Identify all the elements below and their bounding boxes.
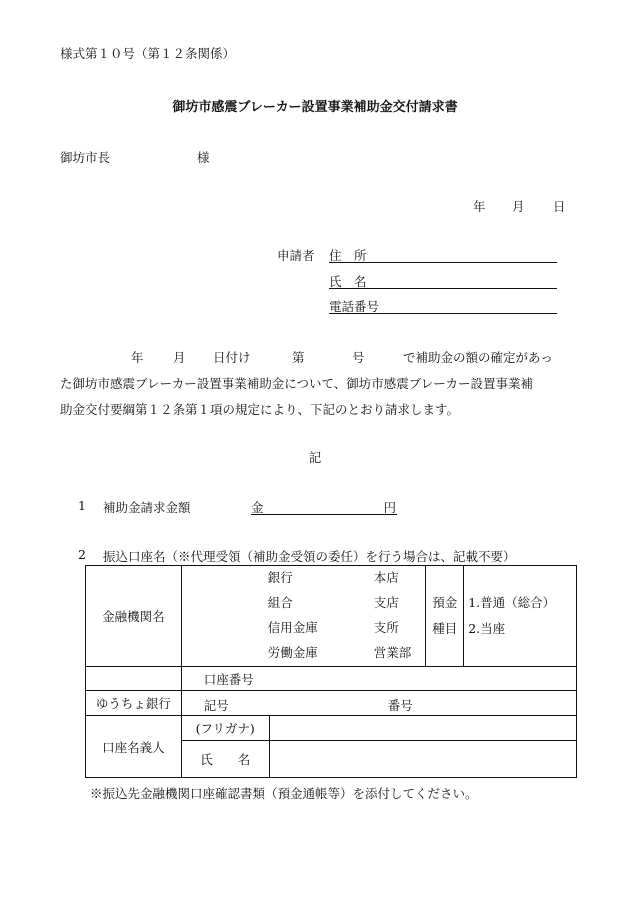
date-year-label: 年 <box>473 199 486 214</box>
institution-label: 金融機関名 <box>102 609 165 624</box>
deposit-label-1: 預金 <box>432 595 458 610</box>
item2-number: 2 <box>78 547 86 562</box>
deposit-option-current[interactable]: 2.当座 <box>468 621 506 636</box>
institution-field[interactable] <box>181 566 425 667</box>
applicant-label: 申請者 <box>277 248 315 263</box>
body-go: 号 <box>352 350 365 365</box>
item1-number: 1 <box>78 498 86 513</box>
footnote: ※振込先金融機関口座確認書類（預金通帳等）を添付してください。 <box>90 786 478 801</box>
item1-label: 補助金請求金額 <box>103 500 191 515</box>
institution-type: 信用金庫 <box>267 620 318 635</box>
amount-field[interactable] <box>251 498 397 515</box>
branch-type: 支所 <box>373 620 399 635</box>
addressee-name: 御坊市長 <box>60 150 111 165</box>
name-label: 氏 名 <box>329 274 367 289</box>
holder-name-label: 氏 名 <box>200 752 251 767</box>
yucho-label-cell <box>86 691 182 716</box>
body-month: 月 <box>173 350 186 365</box>
amount-kin: 金 <box>251 500 264 515</box>
holder-label: 口座名義人 <box>102 739 165 755</box>
addressee-suffix: 様 <box>197 150 210 165</box>
holder-label-cell <box>86 716 182 778</box>
phone-field[interactable] <box>329 297 557 314</box>
date-month-label: 月 <box>512 199 525 214</box>
deposit-label-2: 種目 <box>432 621 458 636</box>
body-line2: た御坊市感震ブレーカー設置事業補助金について、御坊市感震ブレーカー設置事業補 <box>60 376 534 391</box>
spacer-cell <box>86 667 182 691</box>
document-title: 御坊市感震ブレーカー設置事業補助金交付請求書 <box>172 100 458 115</box>
bank-account-table <box>85 565 577 778</box>
address-field[interactable] <box>329 246 557 263</box>
furigana-label-cell <box>181 716 269 741</box>
body-year: 年 <box>131 350 144 365</box>
furigana-label: (フリガナ) <box>195 721 255 736</box>
branch-type: 本店 <box>373 570 399 585</box>
institution-type: 組合 <box>267 595 293 610</box>
institution-type: 銀行 <box>267 570 293 585</box>
furigana-field[interactable] <box>269 716 576 741</box>
amount-yen: 円 <box>383 500 396 515</box>
yucho-field[interactable] <box>181 691 576 716</box>
institution-label-cell <box>86 566 182 667</box>
bango-label: 番号 <box>387 698 413 713</box>
account-number-label: 口座番号 <box>203 671 254 687</box>
branch-type: 営業部 <box>373 645 412 660</box>
item2-label: 振込口座名（※代理受領（補助金受領の委任）を行う場合は、記載不要） <box>103 549 516 564</box>
date-day-label: 日 <box>553 199 566 214</box>
form-number: 様式第１０号（第１２条関係） <box>60 46 236 61</box>
yucho-label: ゆうちょ銀行 <box>95 696 171 711</box>
phone-label: 電話番号 <box>329 299 380 314</box>
body-dai: 第 <box>292 350 305 365</box>
deposit-type-options[interactable] <box>464 566 577 667</box>
ki-marker: 記 <box>308 450 322 465</box>
body-line3: 助金交付要綱第１２条第１項の規定により、下記のとおり請求します。 <box>60 402 460 417</box>
body-line1-tail: で補助金の額の確定があっ <box>403 350 553 365</box>
kigo-label: 記号 <box>203 698 229 713</box>
holder-name-label-cell <box>181 741 269 778</box>
name-field[interactable] <box>329 272 557 289</box>
holder-name-field[interactable] <box>269 741 576 778</box>
deposit-option-ordinary[interactable]: 1.普通（総合） <box>468 595 556 610</box>
institution-type: 労働金庫 <box>267 645 318 660</box>
branch-type: 支店 <box>373 595 399 610</box>
address-label: 住 所 <box>329 248 367 263</box>
account-number-field[interactable] <box>181 667 576 691</box>
deposit-type-label-cell <box>426 566 464 667</box>
body-day: 日付け <box>213 350 251 365</box>
